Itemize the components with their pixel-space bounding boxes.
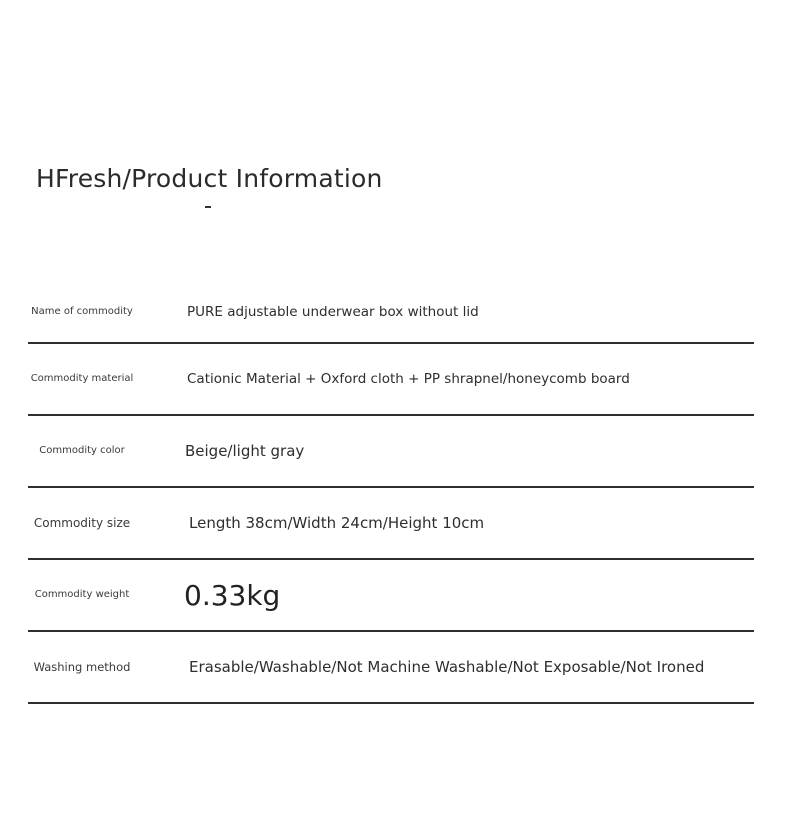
page-title: HFresh/Product Information: [36, 164, 383, 193]
spec-value-color: Beige/light gray: [185, 442, 305, 460]
spec-row-washing: [28, 632, 754, 704]
spec-label-weight: Commodity weight: [34, 589, 130, 600]
spec-label-color: Commodity color: [39, 445, 125, 456]
spec-row-name: [28, 272, 754, 344]
title-divider: [205, 206, 211, 208]
spec-value-name: PURE adjustable underwear box without lid: [187, 304, 479, 320]
spec-label-material: Commodity material: [30, 373, 134, 384]
spec-value-washing: Erasable/Washable/Not Machine Washable/Not Exposable/Not Ironed: [189, 658, 705, 676]
spec-label-size: Commodity size: [33, 516, 131, 530]
spec-row-material: [28, 344, 754, 416]
spec-value-material: Cationic Material + Oxford cloth + PP shrapnel/honeycomb board: [187, 371, 630, 387]
spec-row-size: [28, 488, 754, 560]
spec-label-name: Name of commodity: [31, 306, 133, 317]
spec-value-size: Length 38cm/Width 24cm/Height 10cm: [189, 514, 485, 532]
product-spec-table: [28, 272, 754, 704]
spec-value-weight: 0.33kg: [184, 578, 281, 612]
spec-row-color: [28, 416, 754, 488]
spec-row-weight: [28, 560, 754, 632]
spec-label-washing: Washing method: [33, 660, 131, 674]
